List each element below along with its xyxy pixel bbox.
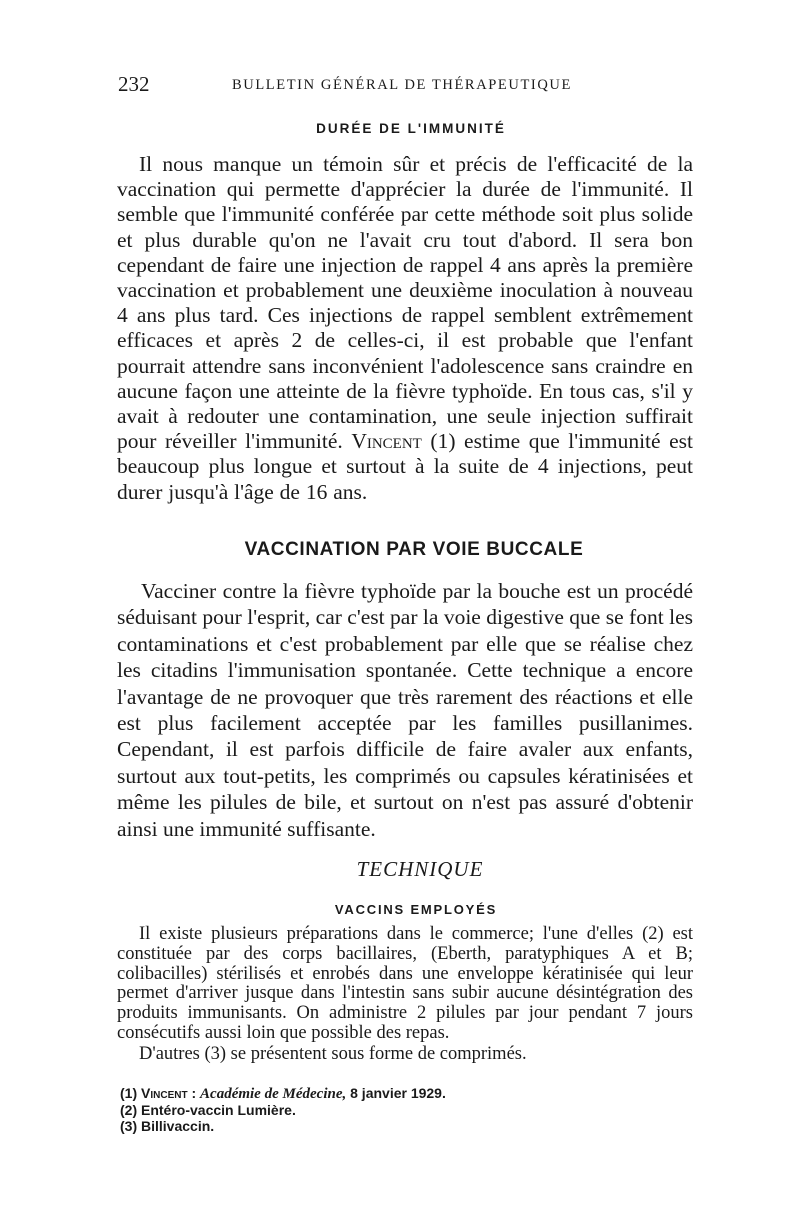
subheading-vaccins: VACCINS EMPLOYÉS [334, 902, 498, 917]
page-number: 232 [118, 72, 150, 96]
paragraph-technique-1: Il existe plusieurs préparations dans le commerce; l'une d'elles (2) est constituée par des corps bacillaires, (Eberth, paratyphiques A et B; colibacilles) stérilisés et enrobés dans une enveloppe kératinisée qui leur permet d'arriver jusque dans l'intestin sans subir aucune désintégration des produits immunisants. On administre 2 pilules par jour pendant 7 jours consécutifs aussi loin que possible des repas. [117, 924, 693, 1043]
paragraph-duree-text: Il nous manque un témoin sûr et précis de l'efficacité de la vaccination qui permette d'apprécier la durée de l'immunité. Il semble que l'immunité conférée par cette méthode soit plus solide et plus durable qu'on ne l'avait cru tout d'abord. Il sera bon cependant de faire une injection de rappel 4 ans après la première vaccination et probablement une deuxième inoculation à nouveau 4 ans plus tard. Ces injections de rappel semblent extrêmement efficaces et après 2 de celles-ci, il est probable que l'enfant pourrait attendre sans inconvénient l'adolescence sans craindre en aucune façon une atteinte de la fièvre typhoïde. En tous cas, s'il y avait à redouter une contamination, une seule injection suffirait pour réveiller l'immunité. [117, 152, 693, 454]
paragraph-duree [117, 152, 693, 505]
footnotes [120, 1085, 680, 1135]
paragraph-duree-text-end: (1) estime que l'immunité est beaucoup plus longue et surtout à la suite de 4 injections, peut durer jusqu'à l'âge de 16 ans. [117, 429, 693, 504]
page-header [118, 72, 708, 102]
author-name: Vincent [351, 429, 422, 454]
footnote-3: (3) Billivaccin. [120, 1118, 215, 1135]
footnote-1-author: Vincent : [141, 1085, 197, 1101]
paragraph-vaccination: Vacciner contre la fièvre typhoïde par la bouche est un procédé séduisant pour l'esprit, car c'est par la voie digestive que se font les contaminations et c'est probablement par elle que se réalise chez les citadins l'immunisation spontanée. Cette technique a encore l'avantage de ne provoquer que très rarement des réactions et elle est plus facilement acceptée par les familles pusillanimes. Cependant, il est parfois difficile de faire avaler aux enfants, surtout aux tout-petits, les comprimés ou capsules kératinisées et même les pilules de bile, et surtout on n'est pas assuré d'obtenir ainsi une immunité suffisante. [117, 579, 693, 841]
footnote-1-date: 8 janvier 1929. [346, 1085, 446, 1101]
section-heading-duree: DURÉE DE L'IMMUNITÉ [316, 121, 506, 136]
paragraph-technique-2: D'autres (3) se présentent sous forme de comprimés. [139, 1044, 527, 1064]
footnote-1 [120, 1085, 680, 1102]
section-heading-technique: TECHNIQUE [356, 857, 484, 881]
footnote-1-marker: (1) [120, 1085, 138, 1101]
footnote-1-journal: Académie de Médecine, [200, 1086, 347, 1102]
footnote-2: (2) Entéro-vaccin Lumière. [120, 1102, 296, 1119]
section-heading-vaccination: VACCINATION PAR VOIE BUCCALE [244, 539, 584, 560]
running-title: BULLETIN GÉNÉRAL DE THÉRAPEUTIQUE [232, 77, 572, 93]
